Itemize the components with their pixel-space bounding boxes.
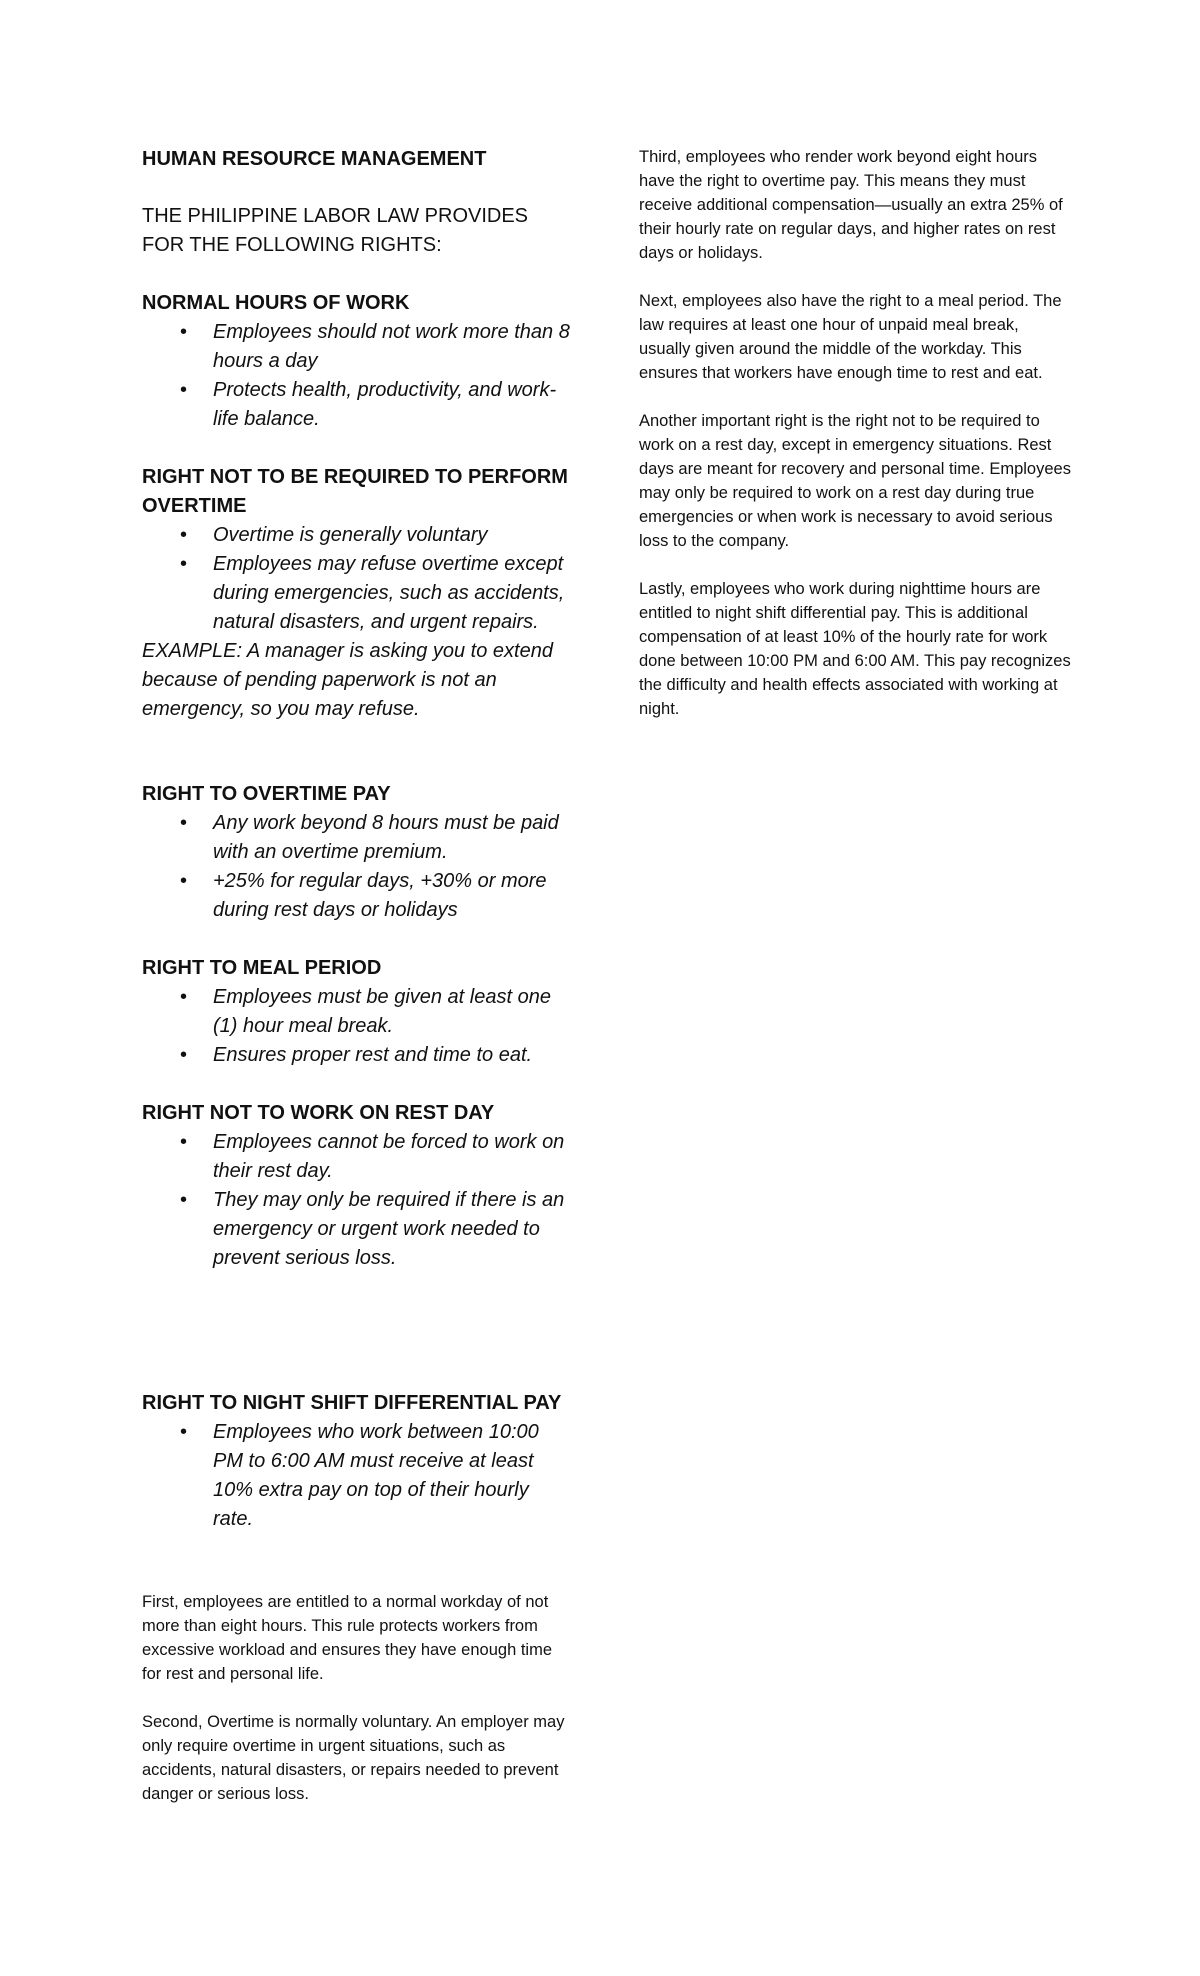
section-title-normal-hours: NORMAL HOURS OF WORK — [142, 292, 410, 314]
bullet-list-meal-period — [142, 983, 572, 1070]
bullet-icon: • — [180, 812, 188, 834]
bullet-list-night-shift — [142, 1418, 572, 1534]
bullet-item — [180, 867, 572, 925]
left-column — [142, 145, 572, 1806]
bullet-text: Employees cannot be forced to work on their rest day. — [213, 1131, 565, 1182]
bullet-icon: • — [180, 553, 188, 575]
bullet-icon: • — [180, 986, 188, 1008]
spacer — [142, 724, 572, 780]
bullet-list-overtime-pay — [142, 809, 572, 925]
bullet-text: Any work beyond 8 hours must be paid with an overtime premium. — [213, 812, 559, 863]
bullet-item — [180, 983, 572, 1041]
bullet-item — [180, 1186, 572, 1273]
bullet-item — [180, 521, 572, 550]
bullet-list-rest-day — [142, 1128, 572, 1273]
bullet-text: Employees should not work more than 8 hours a day — [213, 321, 570, 372]
section-title-night-shift: RIGHT TO NIGHT SHIFT DIFFERENTIAL PAY — [142, 1392, 562, 1414]
document-subtitle: THE PHILIPPINE LABOR LAW PROVIDES FOR THE FOLLOWING RIGHTS: — [142, 205, 529, 256]
bullet-icon: • — [180, 1421, 188, 1443]
bullet-item — [180, 318, 572, 376]
bullet-icon: • — [180, 524, 188, 546]
paragraph-next: Next, employees also have the right to a meal period. The law requires at least one hour of unpaid meal break, usually given around the middle of the workday. This ensures that workers have enough time to rest and eat. — [639, 292, 1062, 382]
bullet-text: Overtime is generally voluntary — [213, 524, 488, 546]
bullet-text: They may only be required if there is an emergency or urgent work needed to prevent serious loss. — [213, 1189, 565, 1269]
bullet-icon: • — [180, 379, 188, 401]
paragraph-first: First, employees are entitled to a normal workday of not more than eight hours. This rule protects workers from excessive workload and ensures they have enough time for rest and personal life. — [142, 1593, 552, 1683]
bullet-text: Employees must be given at least one (1) hour meal break. — [213, 986, 551, 1037]
overtime-example: EXAMPLE: A manager is asking you to extend because of pending paperwork is not an emergency, so you may refuse. — [142, 640, 553, 720]
document-title: HUMAN RESOURCE MANAGEMENT — [142, 148, 487, 170]
bullet-icon: • — [180, 321, 188, 343]
bullet-item — [180, 376, 572, 434]
bullet-item — [180, 550, 572, 637]
section-title-no-overtime: RIGHT NOT TO BE REQUIRED TO PERFORM OVERTIME — [142, 466, 568, 517]
bullet-item — [180, 809, 572, 867]
bullet-icon: • — [180, 1189, 188, 1211]
bullet-text: Employees who work between 10:00 PM to 6:00 AM must receive at least 10% extra pay on top of their hourly rate. — [213, 1421, 539, 1530]
spacer — [142, 1534, 572, 1590]
bullet-text: Employees may refuse overtime except during emergencies, such as accidents, natural disasters, and urgent repairs. — [213, 553, 565, 633]
bullet-item — [180, 1128, 572, 1186]
bullet-list-normal-hours — [142, 318, 572, 434]
bullet-text: +25% for regular days, +30% or more during rest days or holidays — [213, 870, 547, 921]
bullet-icon: • — [180, 870, 188, 892]
paragraph-third: Third, employees who render work beyond eight hours have the right to overtime pay. This means they must receive additional compensation—usually an extra 25% of their hourly rate on regular days, and higher rates on rest days or holidays. — [639, 148, 1063, 262]
paragraph-another: Another important right is the right not to be required to work on a rest day, except in emergency situations. Rest days are meant for recovery and personal time. Employees may only be required to work on a rest day during true emergencies or when work is necessary to avoid serious loss to the company. — [639, 412, 1071, 550]
bullet-icon: • — [180, 1044, 188, 1066]
bullet-text: Ensures proper rest and time to eat. — [213, 1044, 533, 1066]
paragraph-second: Second, Overtime is normally voluntary. An employer may only require overtime in urgent situations, such as accidents, natural disasters, or repairs needed to prevent danger or serious loss. — [142, 1713, 565, 1803]
right-column — [639, 145, 1071, 721]
bullet-text: Protects health, productivity, and work-life balance. — [213, 379, 557, 430]
bullet-list-no-overtime — [142, 521, 572, 637]
paragraph-lastly: Lastly, employees who work during nighttime hours are entitled to night shift differential pay. This is additional compensation of at least 10% of the hourly rate for work done between 10:00 PM and 6:00 AM. This pay recognizes the difficulty and health effects associated with working at night. — [639, 580, 1071, 718]
spacer — [142, 1273, 572, 1360]
bullet-item — [180, 1418, 572, 1534]
bullet-item — [180, 1041, 572, 1070]
section-title-meal-period: RIGHT TO MEAL PERIOD — [142, 957, 382, 979]
section-title-rest-day: RIGHT NOT TO WORK ON REST DAY — [142, 1102, 495, 1124]
bullet-icon: • — [180, 1131, 188, 1153]
section-title-overtime-pay: RIGHT TO OVERTIME PAY — [142, 783, 391, 805]
